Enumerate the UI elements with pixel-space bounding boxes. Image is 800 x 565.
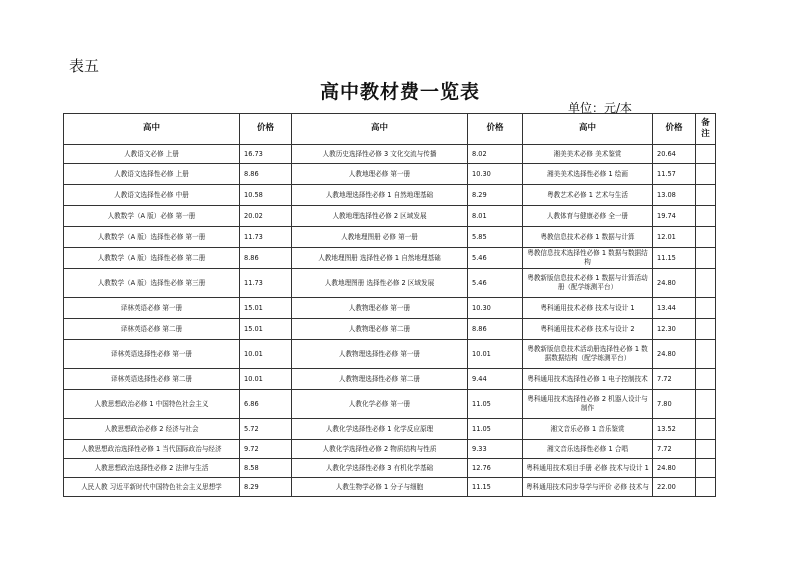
remark-cell (696, 185, 716, 206)
course-name-cell: 粤教艺术必修 1 艺术与生活 (523, 185, 653, 206)
price-cell: 10.01 (240, 340, 292, 369)
course-name-cell: 人教思想政治选择性必修 2 法律与生活 (64, 459, 240, 478)
price-cell: 10.30 (468, 164, 523, 185)
table-label: 表五 (69, 57, 100, 75)
course-name-cell: 人教体育与健康必修 全一册 (523, 206, 653, 227)
remark-cell (696, 145, 716, 164)
price-cell: 22.00 (653, 478, 696, 497)
course-name-cell: 粤科通用技术项目手册 必修 技术与设计 1 (523, 459, 653, 478)
remark-cell (696, 227, 716, 248)
price-cell: 9.33 (468, 440, 523, 459)
price-cell: 12.76 (468, 459, 523, 478)
remark-cell (696, 340, 716, 369)
price-cell: 12.30 (653, 319, 696, 340)
price-cell: 8.29 (240, 478, 292, 497)
price-cell: 10.58 (240, 185, 292, 206)
column-header-price: 价格 (653, 114, 696, 145)
header-row (64, 114, 716, 145)
price-cell: 24.80 (653, 269, 696, 298)
remark-cell (696, 298, 716, 319)
price-cell: 10.30 (468, 298, 523, 319)
table-body (64, 145, 716, 497)
price-cell: 24.80 (653, 340, 696, 369)
price-cell: 13.44 (653, 298, 696, 319)
price-cell: 19.74 (653, 206, 696, 227)
remark-cell (696, 369, 716, 390)
course-name-cell: 人教地理图册 必修 第一册 (292, 227, 468, 248)
table-row (64, 419, 716, 440)
course-name-cell: 人教语文必修 上册 (64, 145, 240, 164)
price-cell: 9.44 (468, 369, 523, 390)
column-header-course: 高中 (523, 114, 653, 145)
course-name-cell: 人教数学（A 版）必修 第一册 (64, 206, 240, 227)
price-cell: 16.73 (240, 145, 292, 164)
course-name-cell: 人教地理图册 选择性必修 2 区域发展 (292, 269, 468, 298)
price-cell: 8.86 (240, 164, 292, 185)
course-name-cell: 人教思想政治必修 2 经济与社会 (64, 419, 240, 440)
price-cell: 15.01 (240, 319, 292, 340)
remark-cell (696, 390, 716, 419)
course-name-cell: 人教地理必修 第一册 (292, 164, 468, 185)
price-cell: 8.58 (240, 459, 292, 478)
course-name-cell: 粤科通用技术同步导学与评价 必修 技术与 (523, 478, 653, 497)
course-name-cell: 人民人教 习近平新时代中国特色社会主义思想学 (64, 478, 240, 497)
price-cell: 11.05 (468, 419, 523, 440)
table-row (64, 206, 716, 227)
column-header-price: 价格 (468, 114, 523, 145)
unit-note: 单位：元/本 (568, 101, 633, 115)
course-name-cell: 人教化学选择性必修 2 物质结构与性质 (292, 440, 468, 459)
remark-cell (696, 440, 716, 459)
course-name-cell: 译林英语选择性必修 第一册 (64, 340, 240, 369)
price-cell: 11.05 (468, 390, 523, 419)
table-row (64, 227, 716, 248)
price-cell: 5.46 (468, 248, 523, 269)
price-cell: 11.15 (468, 478, 523, 497)
price-cell: 8.86 (468, 319, 523, 340)
column-header-remark: 备注 (696, 114, 716, 145)
course-name-cell: 人教物理必修 第一册 (292, 298, 468, 319)
column-header-price: 价格 (240, 114, 292, 145)
price-cell: 8.29 (468, 185, 523, 206)
course-name-cell: 粤教信息技术必修 1 数据与计算 (523, 227, 653, 248)
table-row (64, 459, 716, 478)
course-name-cell: 人教生物学必修 1 分子与细胞 (292, 478, 468, 497)
course-name-cell: 人教数学（A 版）选择性必修 第二册 (64, 248, 240, 269)
course-name-cell: 粤科通用技术选择性必修 2 机器人设计与制作 (523, 390, 653, 419)
textbook-fee-table (63, 113, 716, 497)
course-name-cell: 译林英语必修 第二册 (64, 319, 240, 340)
course-name-cell: 人教数学（A 版）选择性必修 第三册 (64, 269, 240, 298)
remark-cell (696, 248, 716, 269)
course-name-cell: 人教数学（A 版）选择性必修 第一册 (64, 227, 240, 248)
price-cell: 15.01 (240, 298, 292, 319)
course-name-cell: 译林英语必修 第一册 (64, 298, 240, 319)
table-row (64, 390, 716, 419)
price-cell: 13.52 (653, 419, 696, 440)
price-cell: 8.86 (240, 248, 292, 269)
course-name-cell: 湘文音乐必修 1 音乐鉴赏 (523, 419, 653, 440)
course-name-cell: 人教语文选择性必修 中册 (64, 185, 240, 206)
course-name-cell: 人教化学选择性必修 3 有机化学基础 (292, 459, 468, 478)
table-row (64, 164, 716, 185)
price-cell: 7.80 (653, 390, 696, 419)
price-cell: 24.80 (653, 459, 696, 478)
table-row (64, 185, 716, 206)
remark-cell (696, 164, 716, 185)
table-row (64, 478, 716, 497)
course-name-cell: 人教化学必修 第一册 (292, 390, 468, 419)
price-cell: 5.46 (468, 269, 523, 298)
price-cell: 10.01 (468, 340, 523, 369)
course-name-cell: 粤科通用技术选择性必修 1 电子控制技术 (523, 369, 653, 390)
course-name-cell: 湘美美术必修 美术鉴赏 (523, 145, 653, 164)
course-name-cell: 人教地理选择性必修 2 区域发展 (292, 206, 468, 227)
price-cell: 7.72 (653, 369, 696, 390)
table-row (64, 319, 716, 340)
price-cell: 11.73 (240, 227, 292, 248)
table-row (64, 298, 716, 319)
course-name-cell: 湘美美术选择性必修 1 绘画 (523, 164, 653, 185)
price-cell: 8.02 (468, 145, 523, 164)
price-cell: 9.72 (240, 440, 292, 459)
price-cell: 20.02 (240, 206, 292, 227)
remark-cell (696, 206, 716, 227)
remark-cell (696, 419, 716, 440)
table-row (64, 269, 716, 298)
price-cell: 20.64 (653, 145, 696, 164)
course-name-cell: 人教历史选择性必修 3 文化交流与传播 (292, 145, 468, 164)
table-row (64, 248, 716, 269)
table-row (64, 145, 716, 164)
remark-cell (696, 319, 716, 340)
course-name-cell: 人教物理必修 第二册 (292, 319, 468, 340)
table-row (64, 340, 716, 369)
price-cell: 10.01 (240, 369, 292, 390)
course-name-cell: 人教思想政治选择性必修 1 当代国际政治与经济 (64, 440, 240, 459)
course-name-cell: 人教地理图册 选择性必修 1 自然地理基础 (292, 248, 468, 269)
course-name-cell: 人教地理选择性必修 1 自然地理基础 (292, 185, 468, 206)
table-row (64, 440, 716, 459)
table-row (64, 369, 716, 390)
price-cell: 6.86 (240, 390, 292, 419)
remark-cell (696, 269, 716, 298)
course-name-cell: 人教语文选择性必修 上册 (64, 164, 240, 185)
remark-cell (696, 478, 716, 497)
price-cell: 11.57 (653, 164, 696, 185)
remark-cell (696, 459, 716, 478)
course-name-cell: 粤科通用技术必修 技术与设计 2 (523, 319, 653, 340)
document-title: 高中教材费一览表 (319, 81, 480, 103)
price-cell: 11.73 (240, 269, 292, 298)
course-name-cell: 人教化学选择性必修 1 化学反应原理 (292, 419, 468, 440)
price-cell: 8.01 (468, 206, 523, 227)
price-cell: 5.72 (240, 419, 292, 440)
course-name-cell: 译林英语选择性必修 第二册 (64, 369, 240, 390)
course-name-cell: 粤科通用技术必修 技术与设计 1 (523, 298, 653, 319)
price-cell: 5.85 (468, 227, 523, 248)
course-name-cell: 粤教新版信息技术必修 1 数据与计算活动册（配学练测平台） (523, 269, 653, 298)
course-name-cell: 粤教信息技术选择性必修 1 数据与数据结构 (523, 248, 653, 269)
course-name-cell: 湘文音乐选择性必修 1 合唱 (523, 440, 653, 459)
price-cell: 12.01 (653, 227, 696, 248)
column-header-course: 高中 (64, 114, 240, 145)
course-name-cell: 人教思想政治必修 1 中国特色社会主义 (64, 390, 240, 419)
column-header-course: 高中 (292, 114, 468, 145)
course-name-cell: 人教物理选择性必修 第一册 (292, 340, 468, 369)
price-cell: 7.72 (653, 440, 696, 459)
price-cell: 11.15 (653, 248, 696, 269)
course-name-cell: 人教物理选择性必修 第二册 (292, 369, 468, 390)
course-name-cell: 粤教新版信息技术活动册选择性必修 1 数据数据结构（配学练测平台） (523, 340, 653, 369)
price-cell: 13.08 (653, 185, 696, 206)
